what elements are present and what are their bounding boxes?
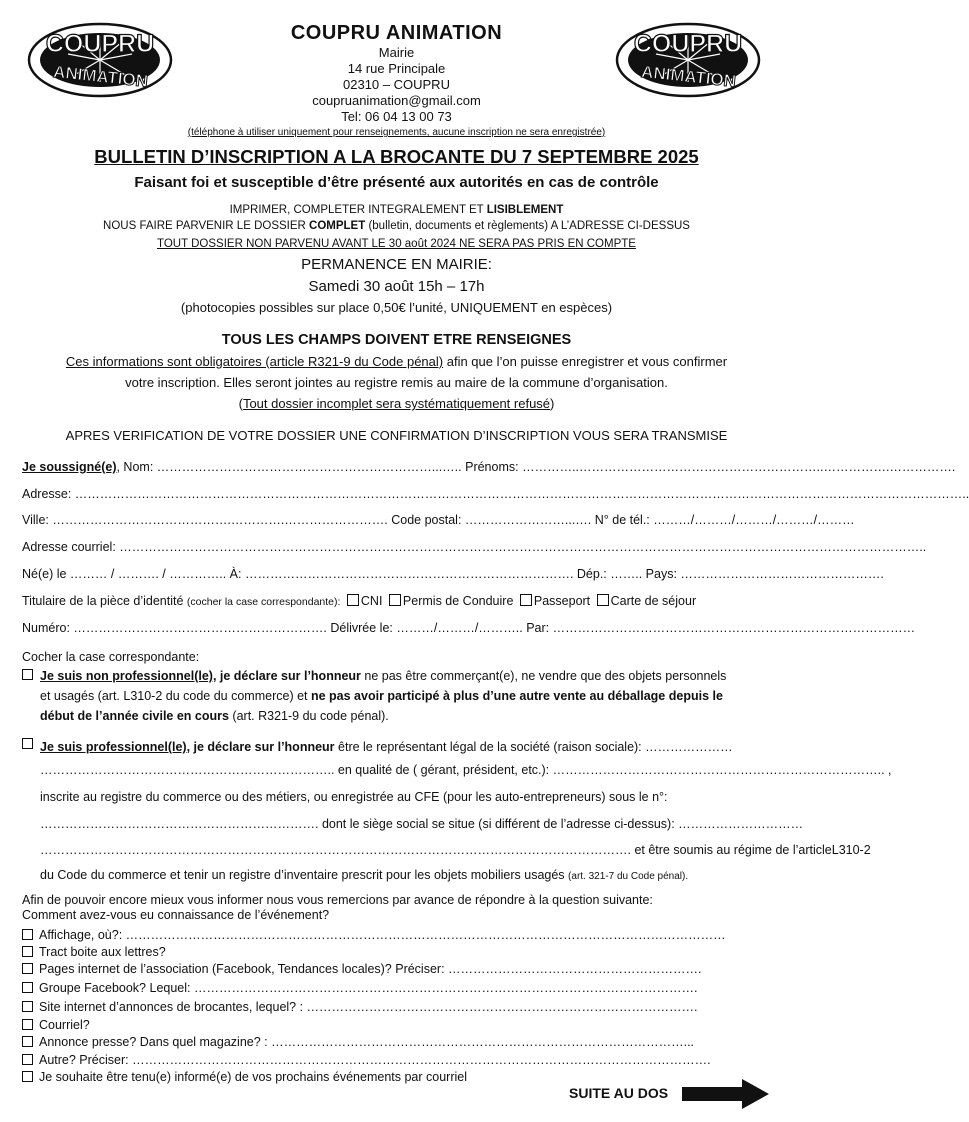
survey-option-label: Je souhaite être tenu(e) informé(e) de vos prochains événements par courriel [39,1070,467,1084]
survey-option-label: Autre? Préciser: …………………………………………………………………………………………………………………………. [39,1053,711,1067]
checkbox-square[interactable] [22,929,33,940]
survey-option-label: Tract boite aux lettres? [39,945,166,959]
mandatory-line-3 [0,396,793,411]
checkbox-square[interactable] [22,1019,33,1030]
mandatory-line-1 [0,354,793,369]
instruction-1 [0,203,793,218]
field-email[interactable]: Adresse courriel: ………………………………………………………………………………………………………………………………………………………………………….. [22,540,927,554]
paren-open: ( [238,396,243,411]
permanence-title: PERMANENCE EN MAIRIE: [301,256,492,273]
checkbox-pro[interactable] [22,737,39,751]
checkbox-square[interactable] [22,963,33,974]
instruction-2-text-end: (bulletin, documents et règlements) A L’ADRESSE CI-DESSUS [365,220,690,232]
instruction-2 [0,219,793,234]
logo-text-2: ANIMATION [52,62,149,91]
suite-au-dos: SUITE AU DOS [569,1085,669,1101]
instruction-2-text: NOUS FAIRE PARVENIR LE DOSSIER [103,220,310,232]
checkbox-cni[interactable] [347,594,359,606]
undersigned-label: Je soussigné(e) [22,460,117,474]
option-cni: CNI [360,594,383,608]
page-title: BULLETIN D’INSCRIPTION A LA BROCANTE DU 7 SEPTEMBRE 2025 [94,146,699,167]
checkbox-passeport[interactable] [520,594,532,606]
non-pro-bold-1: ne pas avoir participé à plus d’une autre vente au déballage depuis le [310,689,723,703]
non-pro-text-2: et usagés (art. L310-2 du code du commerce) et [40,689,311,703]
instruction-2-bold: COMPLET [309,220,366,232]
pro-registry-text: inscrite au registre du commerce ou des métiers, ou enregistrée au CFE (pour les auto-entrepreneurs) sous le n°: [40,790,668,804]
field-name-row[interactable] [22,460,956,474]
address-line-1: Mairie [378,45,415,60]
confirmation-note: APRES VERIFICATION DE VOTRE DOSSIER UNE CONFIRMATION D’INSCRIPTION VOUS SERA TRANSMISE [65,428,728,443]
permanence-time: Samedi 30 août 15h – 17h [308,278,485,295]
logo-text-1: COUPRU [633,30,743,58]
pro-role-field[interactable]: …………………………………………………………….. en qualité de ( gérant, président, etc.): …………………………………………………………………….. , [40,763,892,777]
mandatory-heading: TOUS LES CHAMPS DOIVENT ETRE RENSEIGNES [221,332,572,348]
id-document-label: Titulaire de la pièce d’identité [22,594,187,608]
contact-phone: Tel: 06 04 13 00 73 [341,109,452,124]
pro-label: Je suis professionnel(le) [40,740,187,754]
survey-intro-1: Afin de pouvoir encore mieux vous informer nous vous remercions par avance de répondre à la question suivante: [22,893,653,907]
checkbox-square[interactable] [22,946,33,957]
survey-option-site-annonces[interactable] [22,1000,698,1014]
pro-siege-field[interactable]: ……………………………………………………………………………………………………………………………. et être soumis au régime de l’articleL310-2 [40,843,871,857]
survey-option-label: Affichage, où?: ……………………………………………………………………………………………………………………………… [39,928,726,942]
checkbox-square[interactable] [22,1001,33,1012]
incomplete-refused-note: Tout dossier incomplet sera systématiquement refusé [242,396,551,411]
survey-question: Comment avez-vous eu connaissance de l’événement? [22,908,330,922]
survey-option-label: Pages internet de l’association (Facebook, Tendances locales)? Préciser: ……………………………………………………. [39,962,702,976]
id-document-hint: (cocher la case correspondante): [186,596,341,608]
instruction-3: TOUT DOSSIER NON PARVENU AVANT LE 30 août 2024 NE SERA PAS PRIS EN COMPTE [157,238,636,250]
checkbox-square[interactable] [22,669,33,680]
survey-option-label: Annonce presse? Dans quel magazine? : ………………………………………………………………………………………... [39,1035,695,1049]
logo-text-1: COUPRU [45,30,155,58]
option-carte-sejour: Carte de séjour [610,594,697,608]
non-pro-label: Je suis non professionnel(le) [40,669,213,683]
pro-inventory-text [40,865,760,887]
non-pro-bold-2: début de l’année civile en cours [40,709,229,723]
checkbox-non-pro[interactable] [22,668,39,682]
checkbox-square[interactable] [22,1054,33,1065]
checkbox-square[interactable] [22,738,33,749]
non-pro-text-1: ne pas être commerçant(e), ne vendre que des objets personnels [360,669,727,683]
survey-option-newsletter[interactable] [22,1070,467,1084]
contact-email: coupruanimation@gmail.com [312,93,481,108]
checkbox-square[interactable] [22,1036,33,1047]
field-birth[interactable]: Né(e) le ……… / ………. / ………….. À: ……………………………………………………………………. Dép.: …….. Pays: …………………………………………. [22,567,884,581]
field-id-number[interactable]: Numéro: ……………………………………………………. Délivrée le: ………/………/……….. Par: …………………………………………………………………………… [22,621,916,635]
phone-note: (téléphone à utiliser uniquement pour renseignements, aucune inscription ne sera enregistrée) [187,127,606,138]
checkbox-square[interactable] [22,1071,33,1082]
option-passeport: Passeport [533,594,591,608]
address-line-2: 14 rue Principale [347,61,446,76]
page-subtitle: Faisant foi et susceptible d’être présenté aux autorités en cas de contrôle [134,174,659,191]
arrow-right-icon [682,1078,770,1113]
paren-close: ) [550,396,555,411]
field-address[interactable]: Adresse: …………………………………………………………………………………………………………………………………………………………………………………………….. [22,487,969,501]
photocopies-note: (photocopies possibles sur place 0,50€ l’unité, UNIQUEMENT en espèces) [180,300,613,315]
survey-option-label: Site internet d’annonces de brocantes, lequel? : …………………………………………………………………………………. [39,1000,698,1014]
survey-option-autre[interactable] [22,1053,711,1067]
checkbox-carte-sejour[interactable] [597,594,609,606]
non-pro-honour: , je déclare sur l’honneur [212,669,361,683]
mandatory-legal-ref: Ces informations sont obligatoires (article R321-9 du Code pénal) [65,354,444,369]
checkbox-permis[interactable] [389,594,401,606]
pro-inventory-main: du Code du commerce et tenir un registre d’inventaire prescrit pour les objets mobiliers usagés [40,868,569,882]
survey-option-facebook[interactable] [22,981,697,995]
name-firstname-fields[interactable]: , Nom: …………………………………………………………...….. Prénoms: …………..…………………………………………………..…………….……………. [116,460,956,474]
logo-text-2: ANIMATION [640,62,737,91]
survey-option-presse[interactable] [22,1035,694,1049]
id-document-row [22,594,696,608]
survey-option-courriel[interactable] [22,1018,90,1032]
survey-option-tract[interactable] [22,945,166,959]
survey-option-affichage[interactable] [22,928,726,942]
declaration-pro [40,735,760,760]
declaration-intro: Cocher la case correspondante: [22,650,200,664]
instruction-1-text: IMPRIMER, COMPLETER INTEGRALEMENT ET [229,204,487,216]
pro-honour: , je déclare sur l’honneur [186,740,335,754]
survey-option-label: Groupe Facebook? Lequel: …………………………………………………………………………………………………………. [39,981,698,995]
mandatory-line-2: votre inscription. Elles seront jointes au registre remis au maire de la commune d’organisation. [125,375,668,390]
pro-company-field[interactable]: être le représentant légal de la société (raison sociale): ………………… [334,740,733,754]
pro-inventory-ref: (art. 321-7 du Code pénal). [568,871,689,882]
non-pro-ref: (art. R321-9 du code pénal). [228,709,389,723]
address-line-3: 02310 – COUPRU [343,77,450,92]
pro-registry-field[interactable]: …………………………………………………………. dont le siège social se situe (si différent de l’adresse ci-dessus): ………………………… [40,817,804,831]
mandatory-line-1-text: afin que l’on puisse enregistrer et vous confirmer [443,354,728,369]
option-permis: Permis de Conduire [402,594,514,608]
checkbox-square[interactable] [22,982,33,993]
survey-option-label: Courriel? [39,1018,90,1032]
instruction-1-bold: LISIBLEMENT [486,204,564,216]
org-name: COUPRU ANIMATION [290,22,503,44]
survey-intro [22,893,653,923]
field-city-zip-phone[interactable]: Ville: …………………………………….………….……………………. Code postal: ……………………...…. N° de tél.: ………/………/………/………/……… [22,513,855,527]
declaration-non-pro [40,666,760,726]
survey-option-pages-internet[interactable] [22,962,702,976]
